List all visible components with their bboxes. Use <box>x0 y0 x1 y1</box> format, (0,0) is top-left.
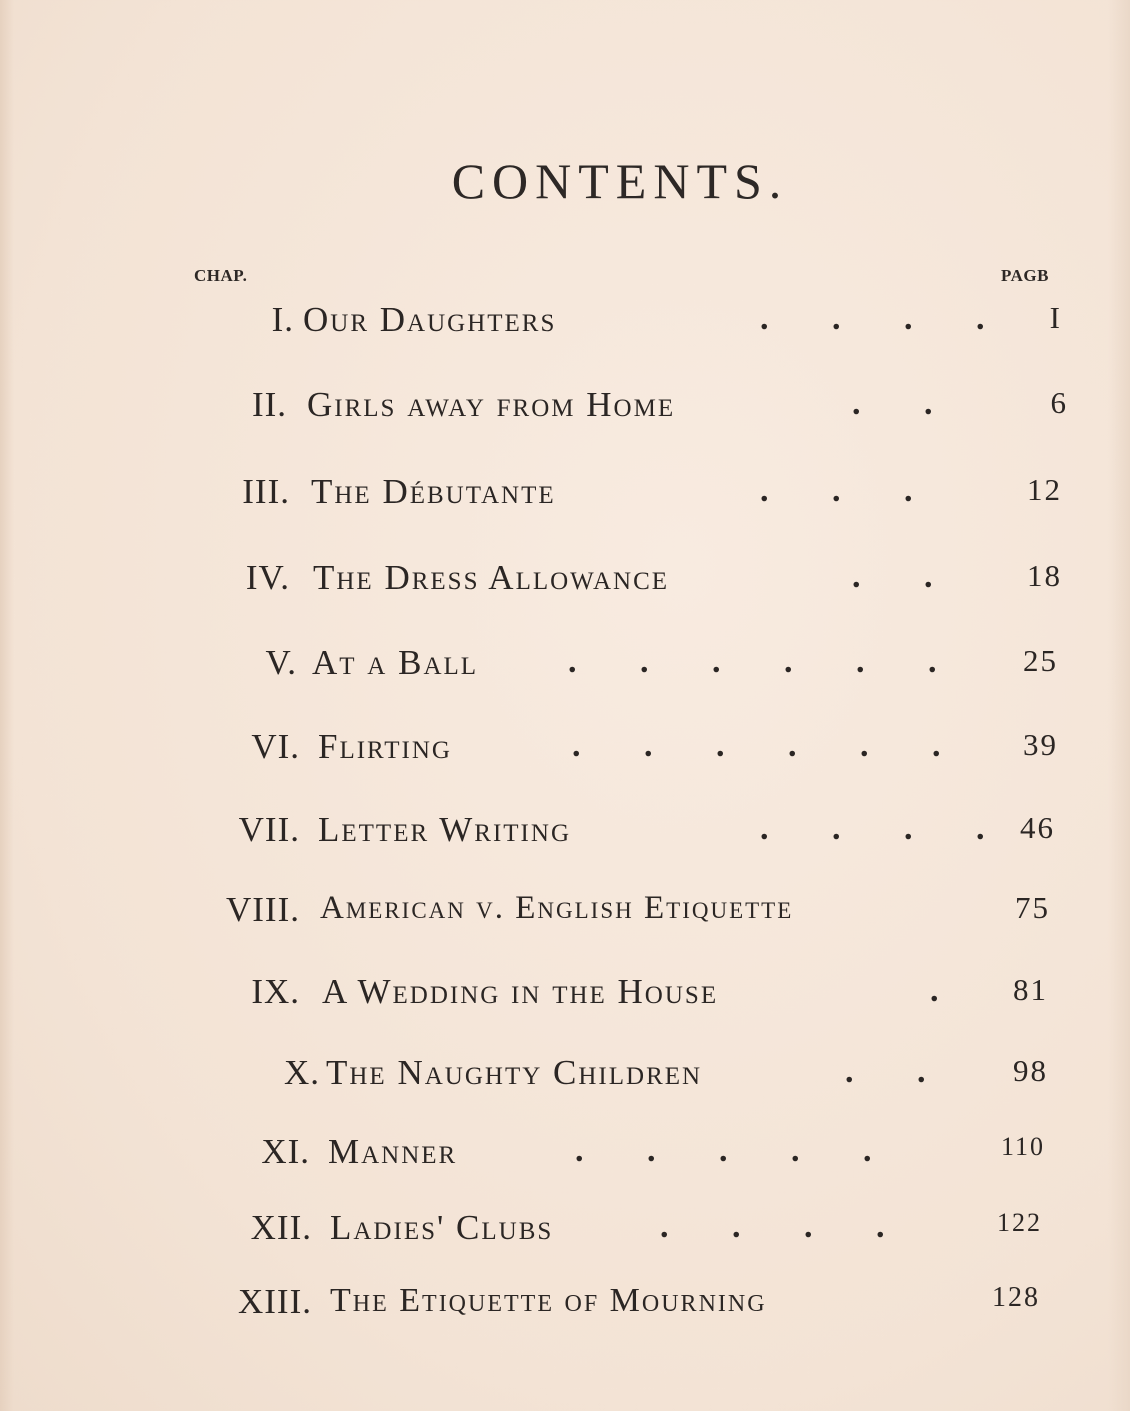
dot-leader: . . <box>852 385 933 422</box>
chapter-numeral: I. <box>271 300 294 339</box>
dot-leader: . . . . . <box>575 1132 872 1169</box>
chapter-title: At a Ball <box>312 643 479 682</box>
dot-leader: . <box>930 972 939 1009</box>
page-edge-left <box>0 0 14 1411</box>
chapter-title: The Naughty Children <box>326 1053 703 1092</box>
chapter-numeral: IX. <box>251 972 300 1011</box>
dot-leader: . . . <box>760 472 913 509</box>
page-number: 12 <box>1027 472 1062 507</box>
toc-entry <box>0 1208 1130 1258</box>
chapter-numeral: X. <box>283 1053 320 1092</box>
chapter-column-header: CHAP. <box>194 266 248 285</box>
chapter-numeral: II. <box>251 385 287 424</box>
chapter-numeral: XII. <box>250 1208 312 1247</box>
chapter-title: American v. English Etiquette <box>320 890 794 926</box>
page-number: I <box>1049 300 1062 335</box>
chapter-title: Letter Writing <box>318 810 571 849</box>
chapter-title: The Dress Allowance <box>313 558 670 597</box>
page-edge-right <box>1108 0 1130 1411</box>
toc-entry <box>0 810 1130 860</box>
page-number: 81 <box>1013 972 1048 1007</box>
dot-leader: . . . . <box>760 300 985 337</box>
chapter-numeral: V. <box>265 643 297 682</box>
page-number: 6 <box>1050 385 1068 420</box>
toc-entry <box>0 972 1130 1022</box>
toc-entry <box>0 890 1130 940</box>
dot-leader: . . <box>852 558 933 595</box>
toc-entry <box>0 385 1130 435</box>
chapter-title: Ladies' Clubs <box>330 1208 554 1247</box>
chapter-title: Flirting <box>318 727 452 766</box>
page-column-header: PAGB <box>1001 266 1049 285</box>
chapter-title: Our Daughters <box>303 300 557 339</box>
page-number: 98 <box>1013 1053 1048 1088</box>
dot-leader: . . . . . . <box>572 727 941 764</box>
toc-entry <box>0 727 1130 777</box>
chapter-numeral: III. <box>242 472 290 511</box>
chapter-title: The Débutante <box>311 472 556 511</box>
dot-leader: . . . . <box>660 1208 885 1245</box>
toc-entry <box>0 472 1130 522</box>
chapter-title: A Wedding in the House <box>322 972 719 1011</box>
chapter-title: Girls away from Home <box>307 385 676 424</box>
page-number: 128 <box>992 1282 1040 1313</box>
chapter-numeral: VI. <box>251 727 300 766</box>
chapter-numeral: VII. <box>238 810 300 849</box>
page-number: 25 <box>1023 643 1058 678</box>
toc-entry <box>0 300 1130 350</box>
toc-entry <box>0 1282 1130 1332</box>
page-title: CONTENTS. <box>451 153 789 209</box>
dot-leader: . . <box>845 1053 926 1090</box>
page-number: 75 <box>1015 890 1050 925</box>
chapter-title: The Etiquette of Mourning <box>330 1282 767 1319</box>
toc-entry <box>0 558 1130 608</box>
chapter-title: Manner <box>328 1132 458 1171</box>
page-number: 110 <box>1000 1132 1045 1161</box>
chapter-numeral: IV. <box>245 558 290 597</box>
dot-leader: . . . . . . <box>568 643 937 680</box>
chapter-numeral: XIII. <box>238 1282 312 1321</box>
page-number: 18 <box>1027 558 1062 593</box>
chapter-numeral: XI. <box>261 1132 310 1171</box>
dot-leader: . . . . <box>760 810 985 847</box>
page-number: 39 <box>1023 727 1058 762</box>
chapter-numeral: VIII. <box>226 890 300 929</box>
page-number: 46 <box>1020 810 1055 845</box>
toc-entry <box>0 643 1130 693</box>
toc-entry <box>0 1053 1130 1103</box>
page-number: 122 <box>997 1208 1042 1237</box>
toc-entry <box>0 1132 1130 1182</box>
